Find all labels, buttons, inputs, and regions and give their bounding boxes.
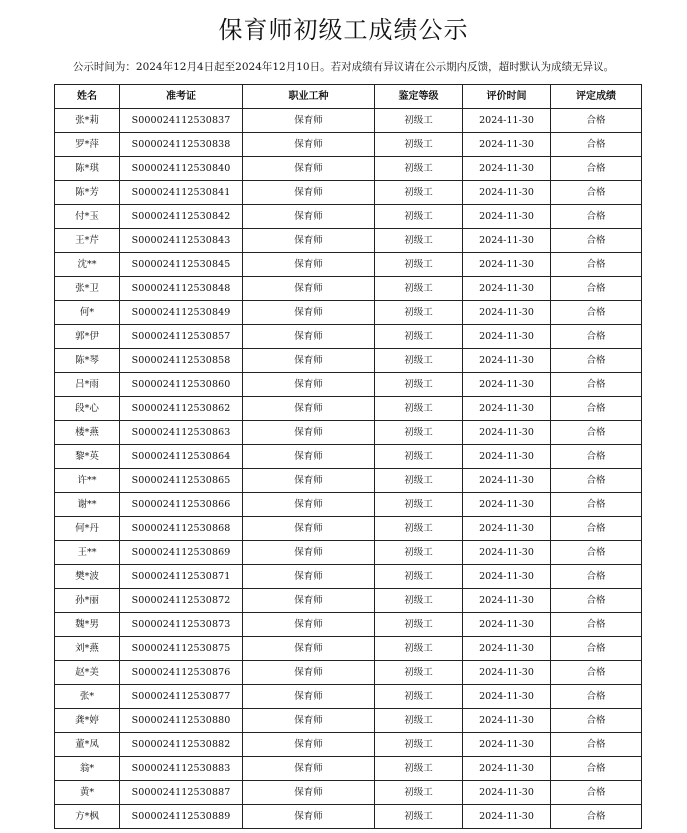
table-row — [55, 469, 642, 493]
cell-result: 合格 — [551, 181, 642, 205]
cell-result: 合格 — [551, 109, 642, 133]
cell-eval-date: 2024-11-30 — [463, 181, 551, 205]
cell-ticket-number: S000024112530873 — [120, 613, 243, 637]
cell-name: 刘*燕 — [55, 637, 120, 661]
cell-eval-date: 2024-11-30 — [463, 541, 551, 565]
cell-eval-date: 2024-11-30 — [463, 373, 551, 397]
cell-result: 合格 — [551, 661, 642, 685]
cell-name: 黎*英 — [55, 445, 120, 469]
cell-ticket-number: S000024112530876 — [120, 661, 243, 685]
cell-eval-date: 2024-11-30 — [463, 685, 551, 709]
cell-name: 翁* — [55, 757, 120, 781]
cell-occupation: 保育师 — [243, 685, 375, 709]
table-row — [55, 589, 642, 613]
cell-ticket-number: S000024112530880 — [120, 709, 243, 733]
cell-ticket-number: S000024112530866 — [120, 493, 243, 517]
cell-result: 合格 — [551, 301, 642, 325]
cell-eval-date: 2024-11-30 — [463, 253, 551, 277]
cell-result: 合格 — [551, 733, 642, 757]
table-row — [55, 517, 642, 541]
cell-result: 合格 — [551, 709, 642, 733]
cell-ticket-number: S000024112530843 — [120, 229, 243, 253]
cell-level: 初级工 — [375, 397, 463, 421]
header-level: 鉴定等级 — [375, 85, 463, 109]
cell-level: 初级工 — [375, 109, 463, 133]
cell-occupation: 保育师 — [243, 565, 375, 589]
cell-name: 黄* — [55, 781, 120, 805]
cell-level: 初级工 — [375, 637, 463, 661]
cell-eval-date: 2024-11-30 — [463, 757, 551, 781]
cell-name: 樊*波 — [55, 565, 120, 589]
cell-name: 董*凤 — [55, 733, 120, 757]
cell-eval-date: 2024-11-30 — [463, 229, 551, 253]
cell-level: 初级工 — [375, 325, 463, 349]
cell-eval-date: 2024-11-30 — [463, 517, 551, 541]
cell-name: 王** — [55, 541, 120, 565]
cell-occupation: 保育师 — [243, 805, 375, 829]
cell-result: 合格 — [551, 373, 642, 397]
cell-level: 初级工 — [375, 277, 463, 301]
cell-name: 张*卫 — [55, 277, 120, 301]
cell-eval-date: 2024-11-30 — [463, 589, 551, 613]
cell-name: 张* — [55, 685, 120, 709]
cell-level: 初级工 — [375, 421, 463, 445]
cell-occupation: 保育师 — [243, 229, 375, 253]
cell-ticket-number: S000024112530858 — [120, 349, 243, 373]
cell-eval-date: 2024-11-30 — [463, 205, 551, 229]
cell-occupation: 保育师 — [243, 517, 375, 541]
cell-name: 何* — [55, 301, 120, 325]
table-row — [55, 421, 642, 445]
cell-occupation: 保育师 — [243, 301, 375, 325]
cell-result: 合格 — [551, 805, 642, 829]
cell-occupation: 保育师 — [243, 493, 375, 517]
cell-name: 吕*雨 — [55, 373, 120, 397]
cell-ticket-number: S000024112530875 — [120, 637, 243, 661]
cell-eval-date: 2024-11-30 — [463, 733, 551, 757]
cell-ticket-number: S000024112530887 — [120, 781, 243, 805]
cell-occupation: 保育师 — [243, 445, 375, 469]
cell-eval-date: 2024-11-30 — [463, 421, 551, 445]
table-row — [55, 181, 642, 205]
cell-eval-date: 2024-11-30 — [463, 397, 551, 421]
cell-ticket-number: S000024112530882 — [120, 733, 243, 757]
cell-name: 陈*琴 — [55, 349, 120, 373]
cell-eval-date: 2024-11-30 — [463, 493, 551, 517]
cell-level: 初级工 — [375, 685, 463, 709]
cell-ticket-number: S000024112530837 — [120, 109, 243, 133]
cell-ticket-number: S000024112530845 — [120, 253, 243, 277]
cell-occupation: 保育师 — [243, 397, 375, 421]
cell-ticket-number: S000024112530857 — [120, 325, 243, 349]
cell-result: 合格 — [551, 397, 642, 421]
cell-level: 初级工 — [375, 181, 463, 205]
header-name: 姓名 — [55, 85, 120, 109]
cell-occupation: 保育师 — [243, 157, 375, 181]
cell-ticket-number: S000024112530889 — [120, 805, 243, 829]
table-row — [55, 685, 642, 709]
table-row — [55, 205, 642, 229]
cell-level: 初级工 — [375, 493, 463, 517]
cell-ticket-number: S000024112530862 — [120, 397, 243, 421]
table-row — [55, 493, 642, 517]
cell-level: 初级工 — [375, 541, 463, 565]
cell-result: 合格 — [551, 349, 642, 373]
cell-name: 段*心 — [55, 397, 120, 421]
cell-occupation: 保育师 — [243, 589, 375, 613]
cell-ticket-number: S000024112530883 — [120, 757, 243, 781]
table-row — [55, 109, 642, 133]
cell-occupation: 保育师 — [243, 469, 375, 493]
table-row — [55, 133, 642, 157]
table-row — [55, 613, 642, 637]
cell-level: 初级工 — [375, 253, 463, 277]
cell-name: 楼*燕 — [55, 421, 120, 445]
cell-result: 合格 — [551, 421, 642, 445]
cell-level: 初级工 — [375, 757, 463, 781]
cell-eval-date: 2024-11-30 — [463, 781, 551, 805]
cell-level: 初级工 — [375, 445, 463, 469]
cell-ticket-number: S000024112530841 — [120, 181, 243, 205]
cell-occupation: 保育师 — [243, 373, 375, 397]
cell-name: 何*丹 — [55, 517, 120, 541]
table-row — [55, 757, 642, 781]
cell-ticket-number: S000024112530871 — [120, 565, 243, 589]
cell-name: 陈*琪 — [55, 157, 120, 181]
cell-level: 初级工 — [375, 565, 463, 589]
table-row — [55, 661, 642, 685]
cell-eval-date: 2024-11-30 — [463, 637, 551, 661]
table-row — [55, 541, 642, 565]
cell-eval-date: 2024-11-30 — [463, 469, 551, 493]
table-row — [55, 325, 642, 349]
cell-ticket-number: S000024112530842 — [120, 205, 243, 229]
cell-level: 初级工 — [375, 709, 463, 733]
cell-name: 赵*美 — [55, 661, 120, 685]
cell-ticket-number: S000024112530838 — [120, 133, 243, 157]
table-row — [55, 229, 642, 253]
cell-occupation: 保育师 — [243, 757, 375, 781]
cell-occupation: 保育师 — [243, 781, 375, 805]
cell-result: 合格 — [551, 781, 642, 805]
cell-level: 初级工 — [375, 805, 463, 829]
cell-level: 初级工 — [375, 349, 463, 373]
table-row — [55, 277, 642, 301]
cell-level: 初级工 — [375, 229, 463, 253]
cell-result: 合格 — [551, 541, 642, 565]
cell-eval-date: 2024-11-30 — [463, 109, 551, 133]
cell-occupation: 保育师 — [243, 733, 375, 757]
table-row — [55, 445, 642, 469]
cell-ticket-number: S000024112530863 — [120, 421, 243, 445]
cell-name: 方*枫 — [55, 805, 120, 829]
cell-occupation: 保育师 — [243, 541, 375, 565]
cell-result: 合格 — [551, 229, 642, 253]
cell-result: 合格 — [551, 253, 642, 277]
cell-name: 许** — [55, 469, 120, 493]
cell-level: 初级工 — [375, 781, 463, 805]
cell-eval-date: 2024-11-30 — [463, 445, 551, 469]
cell-name: 郭*伊 — [55, 325, 120, 349]
cell-occupation: 保育师 — [243, 325, 375, 349]
cell-name: 孙*丽 — [55, 589, 120, 613]
table-row — [55, 349, 642, 373]
cell-level: 初级工 — [375, 157, 463, 181]
table-row — [55, 157, 642, 181]
cell-level: 初级工 — [375, 301, 463, 325]
cell-result: 合格 — [551, 613, 642, 637]
cell-name: 罗*萍 — [55, 133, 120, 157]
cell-level: 初级工 — [375, 517, 463, 541]
table-row — [55, 805, 642, 829]
cell-ticket-number: S000024112530872 — [120, 589, 243, 613]
cell-eval-date: 2024-11-30 — [463, 325, 551, 349]
cell-name: 龚*婷 — [55, 709, 120, 733]
cell-ticket-number: S000024112530877 — [120, 685, 243, 709]
cell-occupation: 保育师 — [243, 613, 375, 637]
cell-eval-date: 2024-11-30 — [463, 277, 551, 301]
cell-level: 初级工 — [375, 613, 463, 637]
header-result: 评定成绩 — [551, 85, 642, 109]
cell-eval-date: 2024-11-30 — [463, 613, 551, 637]
cell-occupation: 保育师 — [243, 253, 375, 277]
table-row — [55, 781, 642, 805]
cell-result: 合格 — [551, 565, 642, 589]
cell-level: 初级工 — [375, 589, 463, 613]
table-row — [55, 565, 642, 589]
cell-result: 合格 — [551, 469, 642, 493]
cell-name: 谢** — [55, 493, 120, 517]
cell-ticket-number: S000024112530848 — [120, 277, 243, 301]
cell-ticket-number: S000024112530864 — [120, 445, 243, 469]
cell-eval-date: 2024-11-30 — [463, 709, 551, 733]
cell-eval-date: 2024-11-30 — [463, 157, 551, 181]
cell-name: 王*芹 — [55, 229, 120, 253]
cell-occupation: 保育师 — [243, 661, 375, 685]
cell-result: 合格 — [551, 205, 642, 229]
cell-name: 魏*男 — [55, 613, 120, 637]
cell-ticket-number: S000024112530868 — [120, 517, 243, 541]
cell-name: 付*玉 — [55, 205, 120, 229]
cell-occupation: 保育师 — [243, 637, 375, 661]
cell-eval-date: 2024-11-30 — [463, 661, 551, 685]
header-ticket-number: 准考证 — [120, 85, 243, 109]
cell-eval-date: 2024-11-30 — [463, 349, 551, 373]
cell-ticket-number: S000024112530865 — [120, 469, 243, 493]
table-row — [55, 637, 642, 661]
cell-level: 初级工 — [375, 373, 463, 397]
cell-occupation: 保育师 — [243, 181, 375, 205]
cell-occupation: 保育师 — [243, 349, 375, 373]
cell-result: 合格 — [551, 637, 642, 661]
cell-eval-date: 2024-11-30 — [463, 301, 551, 325]
table-row — [55, 397, 642, 421]
cell-level: 初级工 — [375, 205, 463, 229]
cell-result: 合格 — [551, 325, 642, 349]
table-row — [55, 373, 642, 397]
cell-result: 合格 — [551, 493, 642, 517]
cell-occupation: 保育师 — [243, 277, 375, 301]
results-table — [54, 84, 642, 829]
table-row — [55, 253, 642, 277]
cell-result: 合格 — [551, 685, 642, 709]
cell-result: 合格 — [551, 445, 642, 469]
cell-result: 合格 — [551, 517, 642, 541]
cell-result: 合格 — [551, 757, 642, 781]
cell-level: 初级工 — [375, 661, 463, 685]
cell-occupation: 保育师 — [243, 421, 375, 445]
cell-name: 张*莉 — [55, 109, 120, 133]
cell-eval-date: 2024-11-30 — [463, 805, 551, 829]
cell-result: 合格 — [551, 133, 642, 157]
cell-ticket-number: S000024112530860 — [120, 373, 243, 397]
notice-text: 公示时间为：2024年12月4日起至2024年12月10日。若对成绩有异议请在公示期内反馈，超时默认为成绩无异议。 — [72, 61, 615, 73]
cell-occupation: 保育师 — [243, 205, 375, 229]
cell-eval-date: 2024-11-30 — [463, 133, 551, 157]
cell-name: 沈** — [55, 253, 120, 277]
table-row — [55, 301, 642, 325]
header-occupation: 职业工种 — [243, 85, 375, 109]
cell-occupation: 保育师 — [243, 109, 375, 133]
cell-ticket-number: S000024112530840 — [120, 157, 243, 181]
header-eval-date: 评价时间 — [463, 85, 551, 109]
cell-occupation: 保育师 — [243, 709, 375, 733]
cell-level: 初级工 — [375, 133, 463, 157]
table-header-row — [55, 85, 642, 109]
cell-result: 合格 — [551, 157, 642, 181]
cell-name: 陈*芳 — [55, 181, 120, 205]
table-row — [55, 733, 642, 757]
cell-result: 合格 — [551, 277, 642, 301]
table-row — [55, 709, 642, 733]
cell-level: 初级工 — [375, 469, 463, 493]
cell-ticket-number: S000024112530869 — [120, 541, 243, 565]
cell-eval-date: 2024-11-30 — [463, 565, 551, 589]
cell-ticket-number: S000024112530849 — [120, 301, 243, 325]
cell-result: 合格 — [551, 589, 642, 613]
page-title: 保育师初级工成绩公示 — [218, 16, 469, 44]
cell-occupation: 保育师 — [243, 133, 375, 157]
cell-level: 初级工 — [375, 733, 463, 757]
